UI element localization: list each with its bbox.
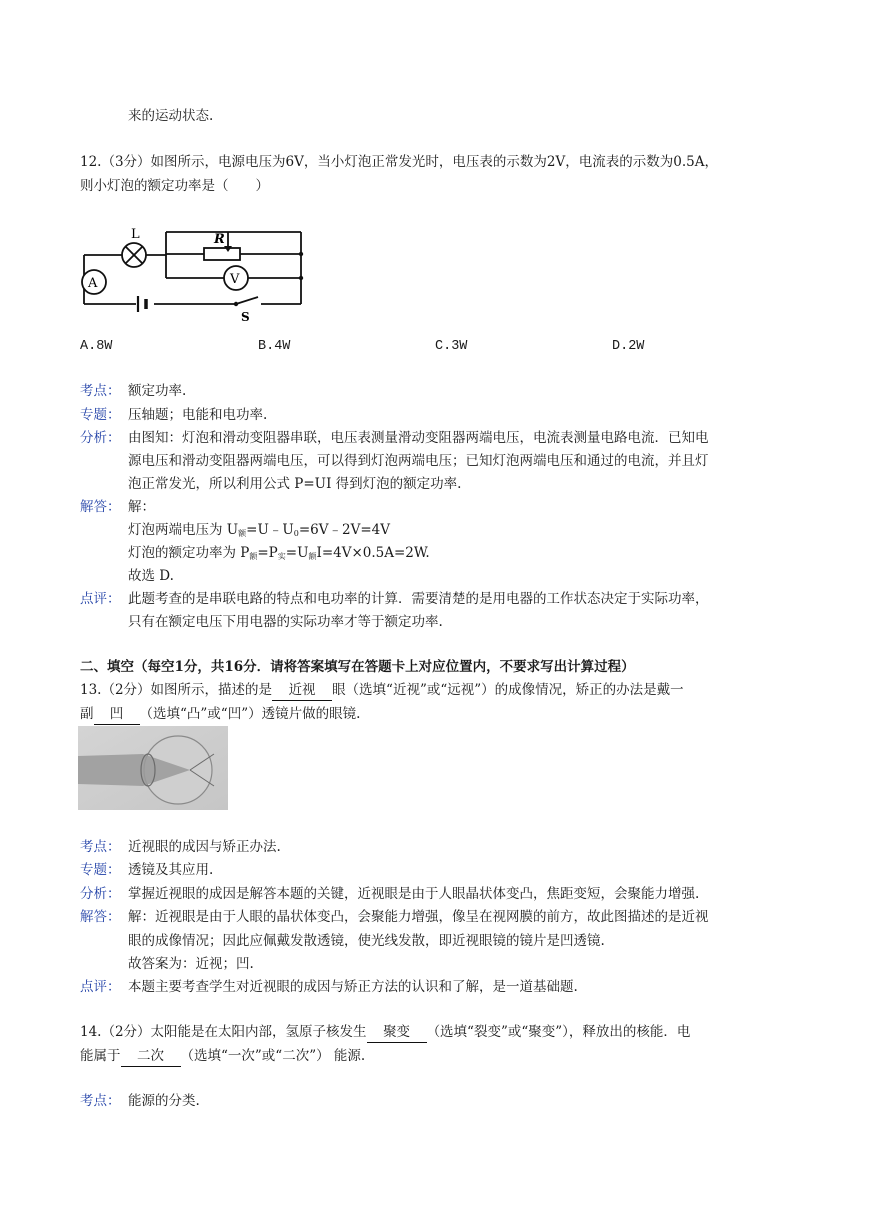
q12-zhuanti-label: 专题： <box>80 407 121 423</box>
calc2-part-d: I=4V×0.5A=2W. <box>316 545 430 561</box>
calc2-part-a: 灯泡的额定功率为 P <box>128 545 250 561</box>
q12-zhuanti: 压轴题；电能和电功率. <box>128 407 268 423</box>
q13-zhuanti-label: 专题： <box>80 862 121 878</box>
q12-kaodian-label: 考点： <box>80 383 121 399</box>
q14-line2 <box>80 1046 365 1067</box>
q12-jieda-intro: 解： <box>128 499 155 515</box>
q14-answer2: 二次 <box>121 1046 181 1067</box>
q13-kaodian-label: 考点： <box>80 839 121 855</box>
q13-jieda-line2: 眼的成像情况；因此应佩戴发散透镜，使光线发散，即近视眼镜的镜片是凹透镜. <box>128 933 605 949</box>
q12-stem-line2: 则小灯泡的额定功率是（ ） <box>80 178 269 194</box>
switch-label: S <box>241 310 250 322</box>
eye-diagram-image <box>78 726 228 810</box>
q13-dianping: 本题主要考查学生对近视眼的成因与矫正方法的认识和了解，是一道基础题. <box>128 979 578 995</box>
q14-text-c: 能属于 <box>80 1048 121 1064</box>
q12-fenxi-label: 分析： <box>80 430 121 446</box>
option-d: D.2W <box>612 339 645 354</box>
q12-kaodian: 额定功率. <box>128 383 187 399</box>
section2-title: 二、填空（每空1分，共16分．请将答案填写在答题卡上对应位置内，不要求写出计算过程） <box>80 659 635 675</box>
q14-text-d: （选填“一次”或“二次”） 能源. <box>180 1048 366 1064</box>
q12-jieda-label: 解答： <box>80 499 121 515</box>
voltmeter-label: V <box>230 272 240 287</box>
lamp-label: L <box>131 227 140 242</box>
q14-kaodian-label: 考点： <box>80 1093 121 1109</box>
q13-kaodian: 近视眼的成因与矫正办法. <box>128 839 281 855</box>
q13-answer2: 凹 <box>94 704 140 725</box>
calc1-part-c: =6V﹣2V=4V <box>298 522 390 538</box>
circuit-diagram <box>76 222 316 322</box>
q12-calc-line1 <box>128 520 390 544</box>
q13-fenxi-label: 分析： <box>80 886 121 902</box>
q14-text-a: 14.（2分）太阳能是在太阳内部，氢原子核发生 <box>80 1024 367 1040</box>
q13-text-a: 13.（2分）如图所示，描述的是 <box>80 682 273 698</box>
calc1-part-a: 灯泡两端电压为 U <box>128 522 239 538</box>
q13-text-d: （选填“凸”或“凹”）透镜片做的眼镜. <box>139 706 361 722</box>
q12-jieda-end: 故选 D. <box>128 568 174 584</box>
calc2-sub1: 额 <box>249 552 258 561</box>
continuation-text: 来的运动状态. <box>128 108 214 124</box>
q12-dianping-line2: 只有在额定电压下用电器的实际功率才等于额定功率. <box>128 614 443 630</box>
q13-line2 <box>80 704 360 725</box>
q12-stem-line1: 12.（3分）如图所示，电源电压为6V，当小灯泡正常发光时，电压表的示数为2V，电流表的示数为0.5A， <box>80 154 718 170</box>
q13-jieda-line3: 故答案为：近视；凹. <box>128 956 254 972</box>
q13-fenxi: 掌握近视眼的成因是解答本题的关键，近视眼是由于人眼晶状体变凸，焦距变短，会聚能力增强. <box>128 886 700 902</box>
q13-text-c: 副 <box>80 706 94 722</box>
ammeter-label: A <box>88 276 98 291</box>
q12-calc-line2 <box>128 543 430 567</box>
q13-dianping-label: 点评： <box>80 979 121 995</box>
q14-answer1: 聚变 <box>367 1022 427 1043</box>
q13-text-b: 眼（选填“近视”或“远视”）的成像情况，矫正的办法是戴一 <box>332 682 684 698</box>
resistor-label: R <box>214 232 225 247</box>
option-c: C.3W <box>435 339 468 354</box>
q13-jieda-line1: 解：近视眼是由于人眼的晶状体变凸，会聚能力增强，像呈在视网膜的前方，故此图描述的是近视 <box>128 909 709 925</box>
q13-jieda-label: 解答： <box>80 909 121 925</box>
q13-zhuanti: 透镜及其应用. <box>128 862 214 878</box>
calc2-part-b: =P <box>257 545 278 561</box>
q13-line1 <box>80 680 684 701</box>
q13-answer1: 近视 <box>272 680 332 701</box>
option-a: A.8W <box>80 339 113 354</box>
q12-dianping-line1: 此题考查的是串联电路的特点和电功率的计算．需要清楚的是用电器的工作状态决定于实际功率， <box>128 591 709 607</box>
q12-fenxi-line1: 由图知：灯泡和滑动变阻器串联，电压表测量滑动变阻器两端电压，电流表测量电路电流．已知电 <box>128 430 709 446</box>
calc1-sub0: 0 <box>293 529 299 538</box>
calc2-part-c: =U <box>285 545 309 561</box>
calc1-sub: 额 <box>238 529 247 538</box>
calc2-sub3: 额 <box>308 552 317 561</box>
q12-fenxi-line3: 泡正常发光，所以利用公式 P=UI 得到灯泡的额定功率. <box>128 476 462 492</box>
option-b: B.4W <box>258 339 291 354</box>
q12-fenxi-line2: 源电压和滑动变阻器两端电压，可以得到灯泡两端电压；已知灯泡两端电压和通过的电流，并且灯 <box>128 453 709 469</box>
calc2-sub2: 实 <box>277 552 286 561</box>
q12-dianping-label: 点评： <box>80 591 121 607</box>
q14-line1 <box>80 1022 690 1043</box>
calc1-part-b: =U﹣U <box>246 522 294 538</box>
q14-kaodian: 能源的分类. <box>128 1093 200 1109</box>
q14-text-b: （选填“裂变”或“聚变”），释放出的核能．电 <box>426 1024 691 1040</box>
